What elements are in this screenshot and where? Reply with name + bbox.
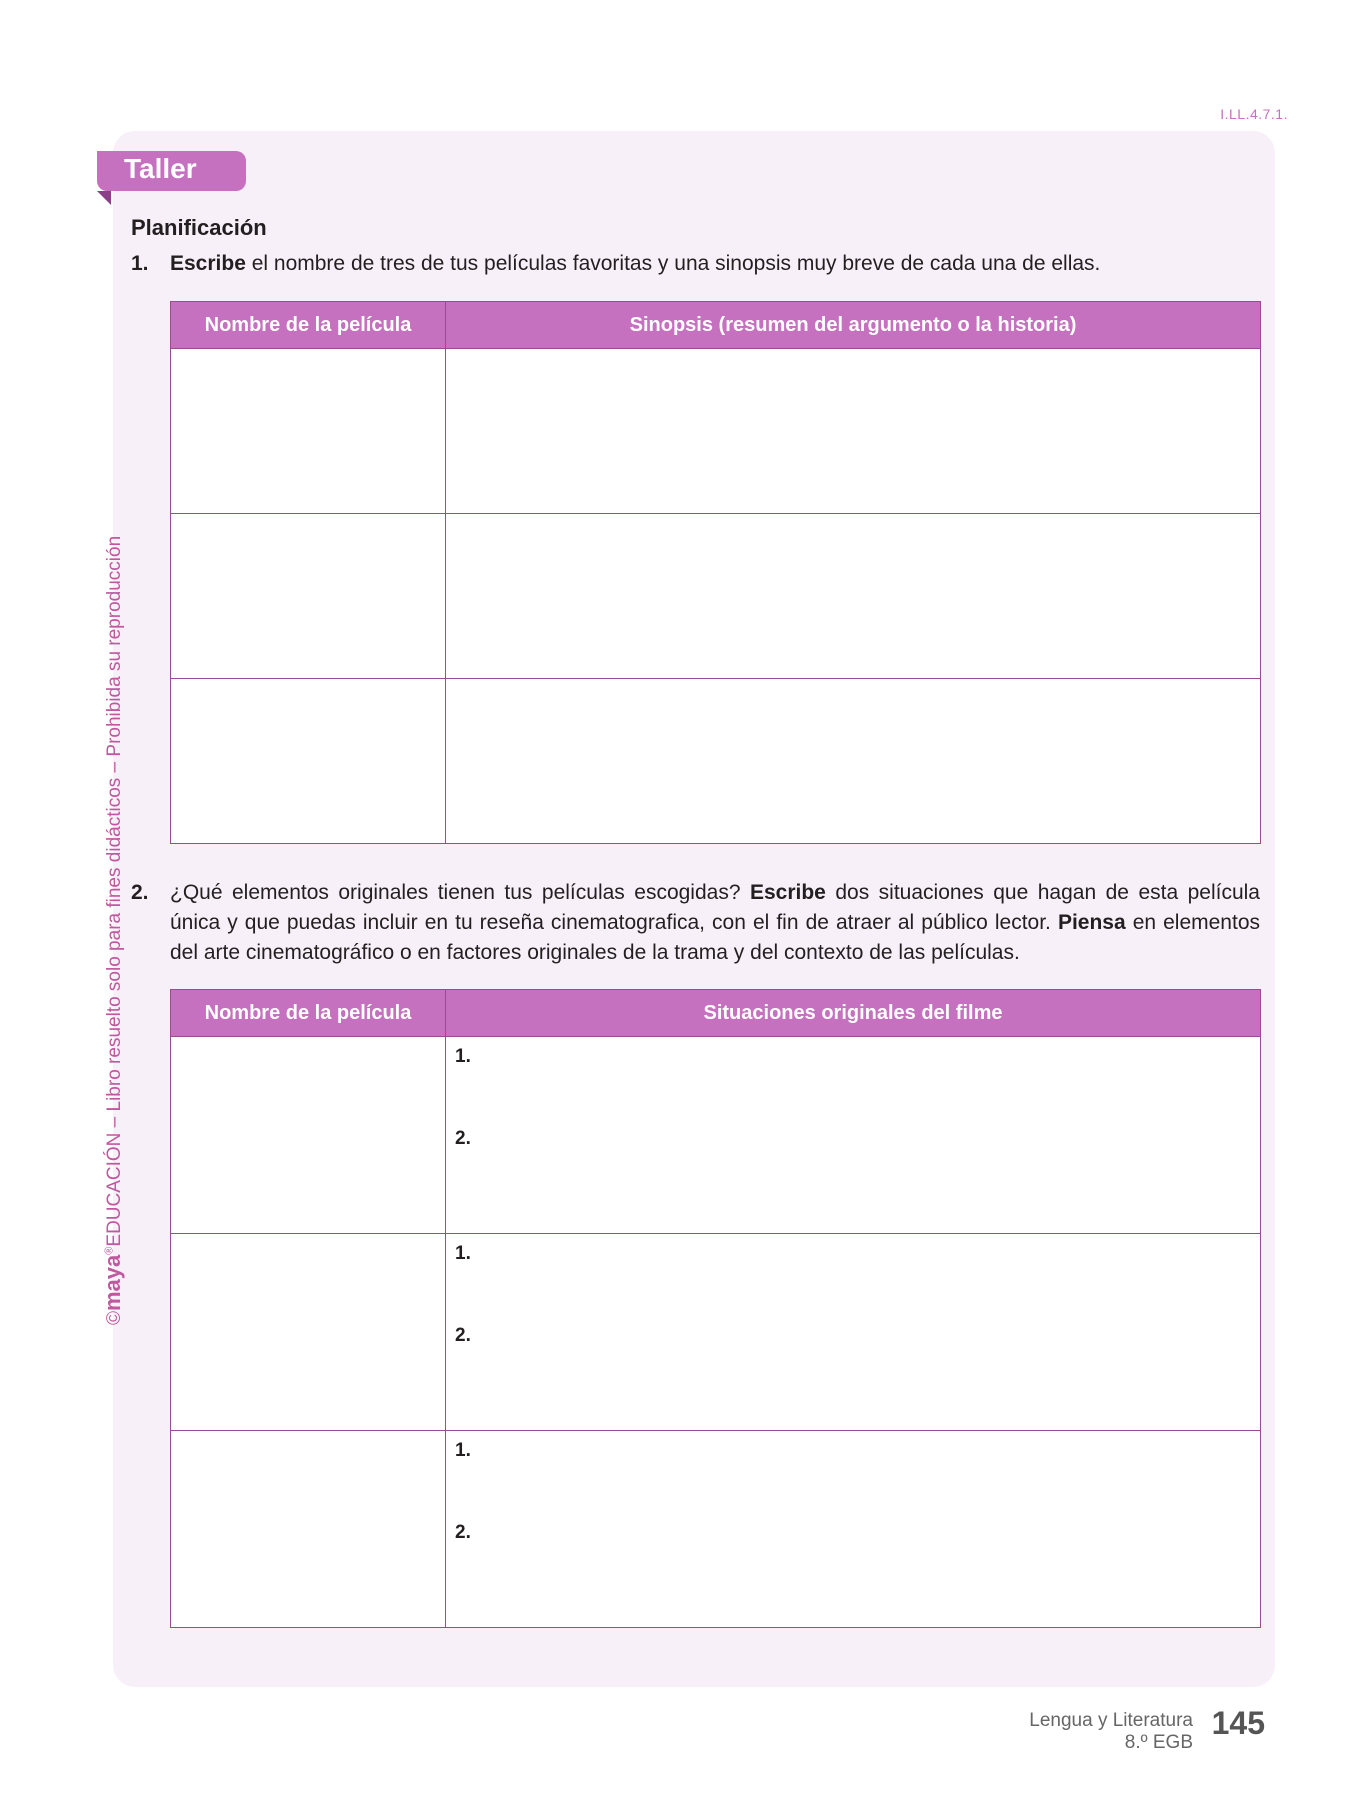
movie-name-cell[interactable]	[171, 349, 446, 514]
question-2	[131, 878, 1261, 974]
table-row	[171, 514, 1261, 679]
question-2-part-2: dos situaciones que hagan de esta película única y que puedas incluir en tu reseña cinematografica, con el fin de atraer al público lector.	[170, 881, 1260, 934]
question-2-verb-1: Escribe	[749, 881, 826, 904]
table-row	[171, 1234, 1261, 1431]
taller-tab-fold	[97, 191, 111, 205]
footer-subject	[1029, 1710, 1193, 1754]
side-copyright-notice	[100, 536, 126, 1325]
question-2-number: 2.	[131, 881, 149, 904]
curriculum-code: I.LL.4.7.1.	[1220, 106, 1288, 122]
table-row	[171, 349, 1261, 514]
table-row	[171, 679, 1261, 844]
question-2-part-1: ¿Qué elementos originales tienen tus películas escogidas?	[170, 881, 750, 904]
situations-cell[interactable]	[446, 1431, 1261, 1628]
question-2-verb-2: Piensa	[1057, 911, 1126, 934]
situation-label: 1.	[455, 1440, 471, 1461]
question-1-number: 1.	[131, 252, 149, 275]
movie-name-cell[interactable]	[171, 679, 446, 844]
table-row	[171, 1037, 1261, 1234]
registered-mark: ®	[103, 1246, 116, 1255]
table1-header-name: Nombre de la película	[171, 302, 446, 349]
situation-label: 1.	[455, 1243, 471, 1264]
movie-name-cell[interactable]	[171, 514, 446, 679]
question-2-text	[170, 878, 1260, 968]
synopsis-cell[interactable]	[446, 514, 1261, 679]
synopsis-cell[interactable]	[446, 679, 1261, 844]
question-1-body: el nombre de tres de tus películas favoritas y una sinopsis muy breve de cada una de ellas.	[245, 252, 1101, 275]
situation-label: 2.	[455, 1128, 471, 1149]
question-2-part-3: en elementos del arte cinematográfico o en factores originales de la trama y del contexto de las películas.	[170, 911, 1260, 964]
question-1-text	[170, 249, 1260, 279]
situation-label: 2.	[455, 1325, 471, 1346]
situations-cell[interactable]	[446, 1234, 1261, 1431]
synopsis-cell[interactable]	[446, 349, 1261, 514]
copyright-text: EDUCACIÓN – Libro resuelto solo para fines didácticos – Prohibida su reproducción	[104, 535, 125, 1247]
section-heading: Planificación	[131, 215, 267, 240]
movies-synopsis-table	[170, 301, 1261, 844]
taller-title: Taller	[124, 153, 197, 184]
question-1	[131, 249, 1261, 281]
publisher-brand: maya	[100, 1254, 125, 1311]
grade-level: 8.º EGB	[1124, 1732, 1193, 1753]
page-number: 145	[1211, 1705, 1265, 1741]
movie-name-cell[interactable]	[171, 1234, 446, 1431]
table2-header-situations: Situaciones originales del filme	[446, 990, 1261, 1037]
copyright-symbol: ©	[104, 1311, 125, 1325]
movie-name-cell[interactable]	[171, 1037, 446, 1234]
question-1-verb: Escribe	[170, 252, 246, 275]
table1-header-synopsis: Sinopsis (resumen del argumento o la historia)	[446, 302, 1261, 349]
table-row	[171, 1431, 1261, 1628]
subject-name: Lengua y Literatura	[1029, 1710, 1193, 1731]
movie-name-cell[interactable]	[171, 1431, 446, 1628]
situation-label: 2.	[455, 1522, 471, 1543]
situation-label: 1.	[455, 1046, 471, 1067]
situations-cell[interactable]	[446, 1037, 1261, 1234]
original-situations-table	[170, 989, 1261, 1628]
table2-header-name: Nombre de la película	[171, 990, 446, 1037]
